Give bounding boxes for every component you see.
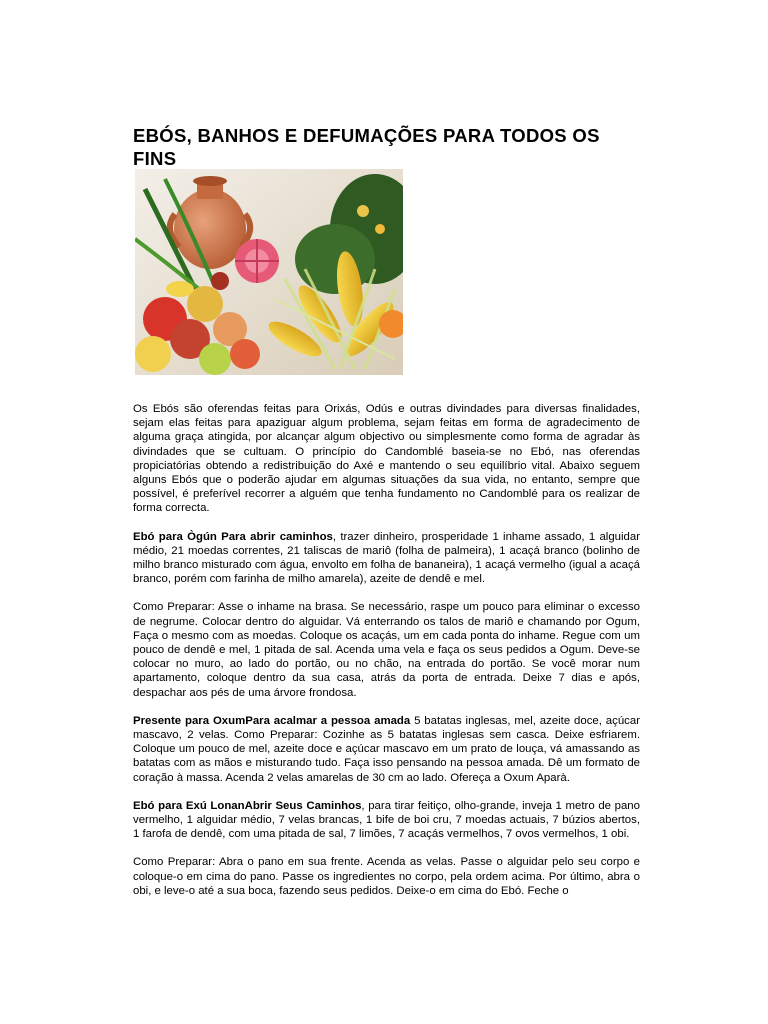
- offerings-illustration: [135, 169, 403, 375]
- section-heading: Ebó para Ògún Para abrir caminhos: [133, 530, 333, 543]
- offerings-photo: [135, 169, 403, 375]
- section-text: Como Preparar: Abra o pano em sua frente. Acenda as velas. Passe o alguidar pelo seu corpo e coloque-o em cima do pano. Passe os ingredientes no corpo, pela ordem acima. Por último, abra o obi, e leve-o até a sua boca, fazendo seus pedidos. Deixe-o em cima do Ebó. Feche o: [133, 856, 640, 897]
- section-paragraph: [133, 799, 640, 842]
- section-paragraph: [133, 855, 640, 898]
- section-text: Como Preparar: Asse o inhame na brasa. Se necessário, raspe um pouco para eliminar o excesso de negrume. Colocar dentro do alguidar. Vá enterrando os talos de mariô e chamando por Ogum, Faça o mesmo com as moedas. Coloque os acaçás, um em cada ponta do inhame. Regue com um pouco de dendê e mel, 1 pitada de sal. Acenda uma vela e faça os seus pedidos a Ogum. Deve-se colocar no muro, ao lado do portão, ou no chão, na entrada do portão. Se você morar num apartamento, coloque dentro da sua casa, atrás da porta de entrada. Deixe 7 dias e após, despachar aos pés de uma árvore frondosa.: [133, 601, 640, 699]
- intro-paragraph: Os Ebós são oferendas feitas para Orixás, Odús e outras divindades para diversas finalidades, sejam elas feitas para apaziguar algum problema, sejam feitas em forma de agradecimento de alguma graça atingida, por alcançar algum objectivo ou simplesmente como forma de agradar às divindades que se cultuam. O princípio do Candomblé baseia-se no Ebó, nas oferendas propiciatórias obtendo a redistribuição do Axé e mantendo o seu equilíbrio vital. Abaixo seguem alguns Ebós que o poderão ajudar em algumas situações da sua vida, no entanto, sempre que possível, é preferível recorrer a alguém que tenha fundamento no Candomblé para os realizar de forma correcta.: [133, 403, 640, 515]
- section-heading: Ebó para Exú LonanAbrir Seus Caminhos: [133, 799, 362, 812]
- document-body: [133, 402, 640, 912]
- page-title: EBÓS, BANHOS E DEFUMAÇÕES PARA TODOS OS FINS: [133, 125, 600, 169]
- section-paragraph: [133, 714, 640, 785]
- section-text: 5 batatas inglesas, mel, azeite doce, açúcar mascavo, 2 velas. Como Preparar: Cozinhe as 5 batatas inglesas sem casca. Deixe esfriarem. Coloque um pouco de mel, azeite doce e açúcar mascavo em um prato de louça, vá amassando as batatas com as mãos e misturando tudo. Faça isso pensando na pessoa amada. Dê um formato de coração à massa. Acenda 2 velas amarelas de 30 cm ao lado. Ofereça a Oxum Aparà.: [133, 714, 640, 784]
- section-text: , trazer dinheiro, prosperidade 1 inhame assado, 1 alguidar médio, 21 moedas correntes, 21 taliscas de mariô (folha de palmeira), 1 acaçá branco (bolinho de milho branco misturado com água, envolto em folha de bananeira), 1 acaçá vermelho (igual a acaçá branco, porém com farinha de milho amarela), azeite de dendê e mel.: [133, 530, 640, 586]
- section-heading: Presente para OxumPara acalmar a pessoa amada: [133, 714, 411, 727]
- section-paragraph: [133, 600, 640, 699]
- section-text: , para tirar feitiço, olho-grande, inveja 1 metro de pano vermelho, 1 alguidar médio, 7 velas brancas, 1 bife de boi cru, 7 moedas actuais, 7 búzios abertos, 1 farofa de dendê, com uma pitada de sal, 7 limões, 7 acaçás vermelhos, 7 ovos vermelhos, 1 obi.: [133, 799, 640, 841]
- section-paragraph: [133, 530, 640, 587]
